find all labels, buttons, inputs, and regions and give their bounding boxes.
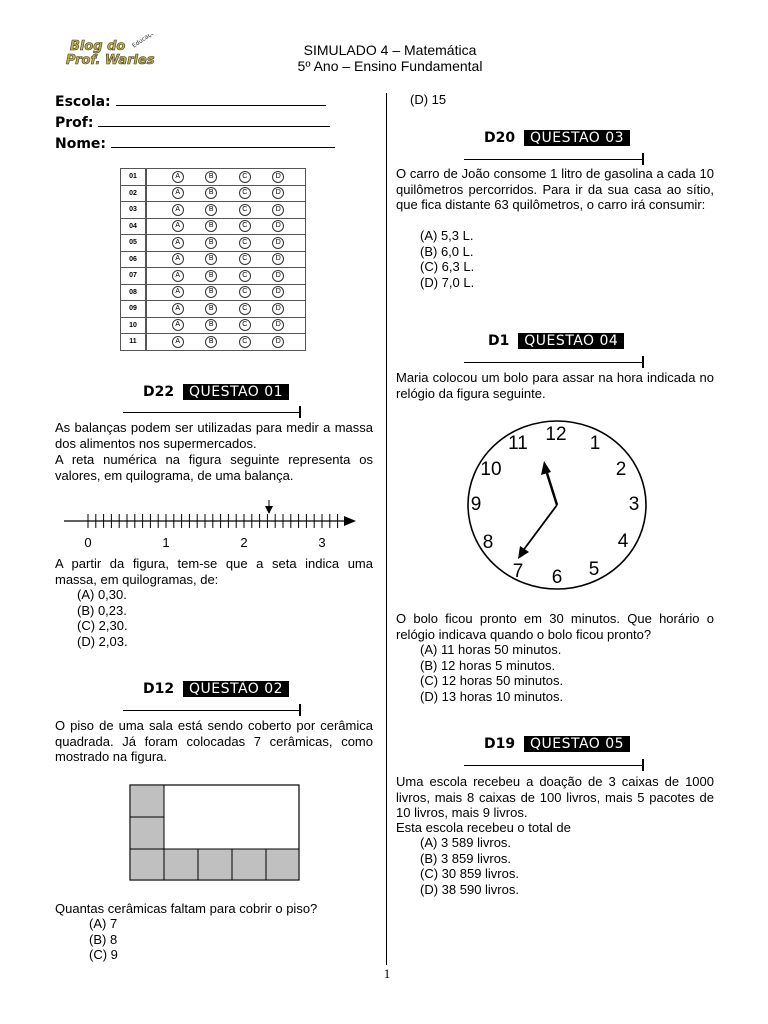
answer-bubble[interactable]: C (239, 237, 251, 249)
answer-bubble[interactable]: A (172, 220, 184, 232)
nome-blank[interactable] (111, 137, 335, 148)
q3-option-c[interactable]: (C) 6,3 L. (420, 259, 475, 274)
answer-bubble[interactable]: D (272, 319, 284, 331)
q5-text2: Esta escola recebeu o total de (396, 820, 571, 835)
q4-option-c[interactable]: (C) 12 horas 50 minutos. (420, 673, 564, 688)
q5-text: Uma escola recebeu a doação de 3 caixas de 1000 livros, mais 8 caixas de 100 livros, mais 5 pacotes de 10 livros, mais 9 livros. (396, 774, 714, 820)
q2-options (67, 916, 118, 963)
q1-badge: QUESTAO 01 (183, 384, 289, 400)
nome-label: Nome: (55, 136, 107, 152)
tile (164, 849, 198, 880)
q4-code: D1 (488, 333, 510, 349)
q2-question: Quantas cerâmicas faltam para cobrir o piso? (55, 901, 318, 916)
q4-badge: QUESTAO 04 (518, 333, 624, 349)
number-line-arrowhead (344, 516, 356, 526)
tile (130, 817, 164, 849)
q4-header (488, 333, 624, 349)
answer-bubble[interactable]: A (172, 303, 184, 315)
q4-option-d[interactable]: (D) 13 horas 10 minutos. (420, 688, 564, 704)
q4-options (398, 642, 563, 704)
q5-badge: QUESTAO 05 (524, 736, 630, 752)
number-line (60, 496, 360, 554)
page-title: SIMULADO 4 – Matemática (303, 42, 477, 58)
answer-row-bubbles (146, 218, 306, 235)
answer-bubble[interactable]: D (272, 204, 284, 216)
answer-bubble[interactable]: B (205, 171, 217, 183)
answer-bubble[interactable]: A (172, 270, 184, 282)
escola-blank[interactable] (116, 95, 326, 106)
q3-header (484, 130, 630, 146)
answer-bubble[interactable]: B (205, 204, 217, 216)
page-subtitle: 5º Ano – Ensino Fundamental (297, 58, 483, 74)
answer-bubble[interactable]: D (272, 187, 284, 199)
q4-option-a[interactable]: (A) 11 horas 50 minutos. (420, 642, 562, 657)
q5-option-a[interactable]: (A) 3 589 livros. (420, 835, 512, 850)
answer-bubble[interactable]: A (172, 253, 184, 265)
q4-option-b[interactable]: (B) 12 horas 5 minutos. (420, 657, 556, 673)
prof-label: Prof: (55, 115, 94, 131)
answer-bubble[interactable]: C (239, 187, 251, 199)
answer-bubble[interactable]: B (205, 237, 217, 249)
logo-tag: Educação (131, 34, 159, 50)
q1-rule (123, 412, 301, 413)
answer-row-bubbles (146, 235, 306, 252)
escola-field (55, 94, 326, 110)
column-divider (386, 93, 387, 965)
tile (266, 849, 299, 880)
q3-badge: QUESTAO 03 (524, 130, 630, 146)
answer-row (121, 235, 306, 252)
q3-option-b[interactable]: (B) 6,0 L. (420, 243, 474, 259)
answer-row (121, 218, 306, 235)
answer-row-bubbles (146, 301, 306, 318)
q4-question: O bolo ficou pronto em 30 minutos. Que horário o relógio indicava quando o bolo ficou pronto? (396, 611, 714, 642)
answer-row (121, 185, 306, 202)
answer-row-bubbles (146, 317, 306, 334)
answer-row (121, 268, 306, 285)
answer-row-number: 03 (121, 202, 147, 219)
answer-bubble[interactable]: D (272, 303, 284, 315)
q1-options (55, 587, 128, 649)
value-arrow (265, 500, 273, 514)
tile (198, 849, 232, 880)
logo-line1: Blog do (70, 39, 126, 54)
answer-bubble[interactable]: C (239, 286, 251, 298)
prof-blank[interactable] (98, 116, 330, 127)
answer-bubble[interactable]: D (272, 171, 284, 183)
answer-bubble[interactable]: B (205, 303, 217, 315)
q5-options (398, 835, 519, 897)
blog-logo (66, 34, 160, 70)
q3-option-d[interactable]: (D) 7,0 L. (420, 274, 475, 290)
q1-code: D22 (143, 384, 175, 400)
q3-rule (464, 159, 644, 160)
number-line-labels (84, 535, 325, 550)
clock-number: 10 (480, 459, 502, 480)
clock-number: 6 (551, 567, 563, 588)
logo-line2: Prof. Warles (66, 53, 155, 68)
tile (130, 785, 164, 817)
answer-bubble[interactable]: C (239, 270, 251, 282)
answer-bubble[interactable]: D (272, 336, 284, 348)
answer-row-bubbles (146, 169, 306, 186)
answer-bubble[interactable]: B (205, 270, 217, 282)
q2-header (143, 681, 289, 697)
answer-row-bubbles (146, 284, 306, 301)
answer-bubble[interactable]: C (239, 204, 251, 216)
q3-options (398, 228, 474, 290)
q2-option-d[interactable]: (D) 15 (410, 92, 447, 107)
answer-sheet (120, 168, 306, 351)
q2-badge: QUESTÃO 02 (183, 681, 289, 697)
answer-bubble[interactable]: D (272, 270, 284, 282)
q5-option-d[interactable]: (D) 38 590 livros. (420, 881, 519, 897)
q5-option-b[interactable]: (B) 3 859 livros. (420, 850, 512, 866)
answer-row-bubbles (146, 251, 306, 268)
answer-bubble[interactable]: C (239, 303, 251, 315)
q2-code: D12 (143, 681, 175, 697)
clock-figure (462, 415, 652, 595)
answer-bubble[interactable]: A (172, 187, 184, 199)
answer-bubble[interactable]: D (272, 220, 284, 232)
answer-row-number: 10 (121, 317, 147, 334)
clock-number: 12 (545, 424, 567, 445)
answer-bubble[interactable]: D (272, 253, 284, 265)
clock-number: 11 (508, 433, 528, 454)
prof-field (55, 115, 330, 131)
answer-row-bubbles (146, 202, 306, 219)
tile (130, 849, 164, 880)
answer-bubble[interactable]: C (239, 253, 251, 265)
clock-number: 3 (628, 494, 640, 515)
answer-row-number: 05 (121, 235, 147, 252)
q1-option-c[interactable]: (C) 2,30. (77, 618, 128, 633)
answer-row (121, 317, 306, 334)
page-number: 1 (383, 966, 391, 981)
tile-figure (129, 784, 301, 882)
answer-bubble[interactable]: C (239, 336, 251, 348)
answer-bubble[interactable]: C (239, 220, 251, 232)
q2-option-c[interactable]: (C) 9 (89, 947, 118, 962)
q5-code: D19 (484, 736, 516, 752)
answer-bubble[interactable]: A (172, 237, 184, 249)
q1-text: As balanças podem ser utilizadas para medir a massa dos alimentos nos supermercados. (55, 420, 373, 451)
q1-question: A partir da figura, tem-se que a seta indica uma massa, em quilogramas, de: (55, 556, 373, 587)
q3-option-a[interactable]: (A) 5,3 L. (420, 228, 474, 243)
answer-row-bubbles (146, 268, 306, 285)
answer-bubble[interactable]: C (239, 319, 251, 331)
answer-bubble[interactable]: B (205, 187, 217, 199)
clock-number: 1 (589, 433, 601, 454)
q1-header (143, 384, 289, 400)
answer-row (121, 251, 306, 268)
answer-bubble[interactable]: C (239, 171, 251, 183)
answer-row-bubbles (146, 185, 306, 202)
answer-row-number: 09 (121, 301, 147, 318)
number-line-label: 0 (84, 535, 92, 550)
nome-field (55, 136, 335, 152)
answer-bubble[interactable]: B (205, 336, 217, 348)
q1-option-b[interactable]: (B) 0,23. (77, 602, 127, 618)
answer-row (121, 169, 306, 186)
clock-number: 8 (482, 532, 494, 553)
q2-option-a[interactable]: (A) 7 (89, 916, 118, 931)
answer-bubble[interactable]: B (205, 253, 217, 265)
answer-row-number: 11 (121, 334, 147, 351)
q2-rule (123, 710, 301, 711)
q1-option-a[interactable]: (A) 0,30. (77, 587, 127, 602)
answer-row-number: 06 (121, 251, 147, 268)
answer-row (121, 334, 306, 351)
q1-text2: A reta numérica na figura seguinte representa os valores, em quilograma, de uma balança. (55, 452, 373, 483)
answer-bubble[interactable]: A (172, 319, 184, 331)
answer-row (121, 284, 306, 301)
answer-bubble[interactable]: B (205, 286, 217, 298)
q5-option-c[interactable]: (C) 30 859 livros. (420, 866, 519, 881)
q2-option-b[interactable]: (B) 8 (89, 931, 118, 947)
answer-row-number: 08 (121, 284, 147, 301)
answer-row-number: 02 (121, 185, 147, 202)
answer-row-number: 01 (121, 169, 147, 186)
q3-text: O carro de João consome 1 litro de gasolina a cada 10 quilômetros percorridos. Para ir da sua casa ao sítio, que fica distante 63 quilômetros, o carro irá consumir: (396, 166, 714, 212)
q5-header (484, 736, 630, 752)
answer-bubble[interactable]: D (272, 237, 284, 249)
number-line-label: 3 (318, 535, 326, 550)
q4-rule (464, 362, 644, 363)
escola-label: Escola: (55, 94, 111, 110)
answer-bubble[interactable]: B (205, 220, 217, 232)
q1-option-d[interactable]: (D) 2,03. (77, 633, 128, 649)
answer-bubble[interactable]: D (272, 286, 284, 298)
clock-number: 7 (512, 561, 524, 582)
q4-text: Maria colocou um bolo para assar na hora indicada no relógio da figura seguinte. (396, 370, 714, 401)
number-line-label: 2 (240, 535, 248, 550)
answer-bubble[interactable]: A (172, 286, 184, 298)
answer-row (121, 202, 306, 219)
answer-bubble[interactable]: A (172, 204, 184, 216)
answer-row-number: 04 (121, 218, 147, 235)
answer-bubble[interactable]: A (172, 171, 184, 183)
answer-bubble[interactable]: A (172, 336, 184, 348)
q3-code: D20 (484, 130, 516, 146)
q2-text: O piso de uma sala está sendo coberto por cerâmica quadrada. Já foram colocadas 7 cerâmicas, como mostrado na figura. (55, 718, 373, 764)
answer-row (121, 301, 306, 318)
clock-number: 4 (617, 531, 629, 552)
clock-number: 9 (470, 494, 482, 515)
number-line-label: 1 (162, 535, 170, 550)
clock-number: 2 (615, 459, 627, 480)
answer-bubble[interactable]: B (205, 319, 217, 331)
tile (232, 849, 266, 880)
answer-row-number: 07 (121, 268, 147, 285)
clock-number: 5 (588, 559, 600, 580)
q5-rule (464, 765, 644, 766)
answer-row-bubbles (146, 334, 306, 351)
